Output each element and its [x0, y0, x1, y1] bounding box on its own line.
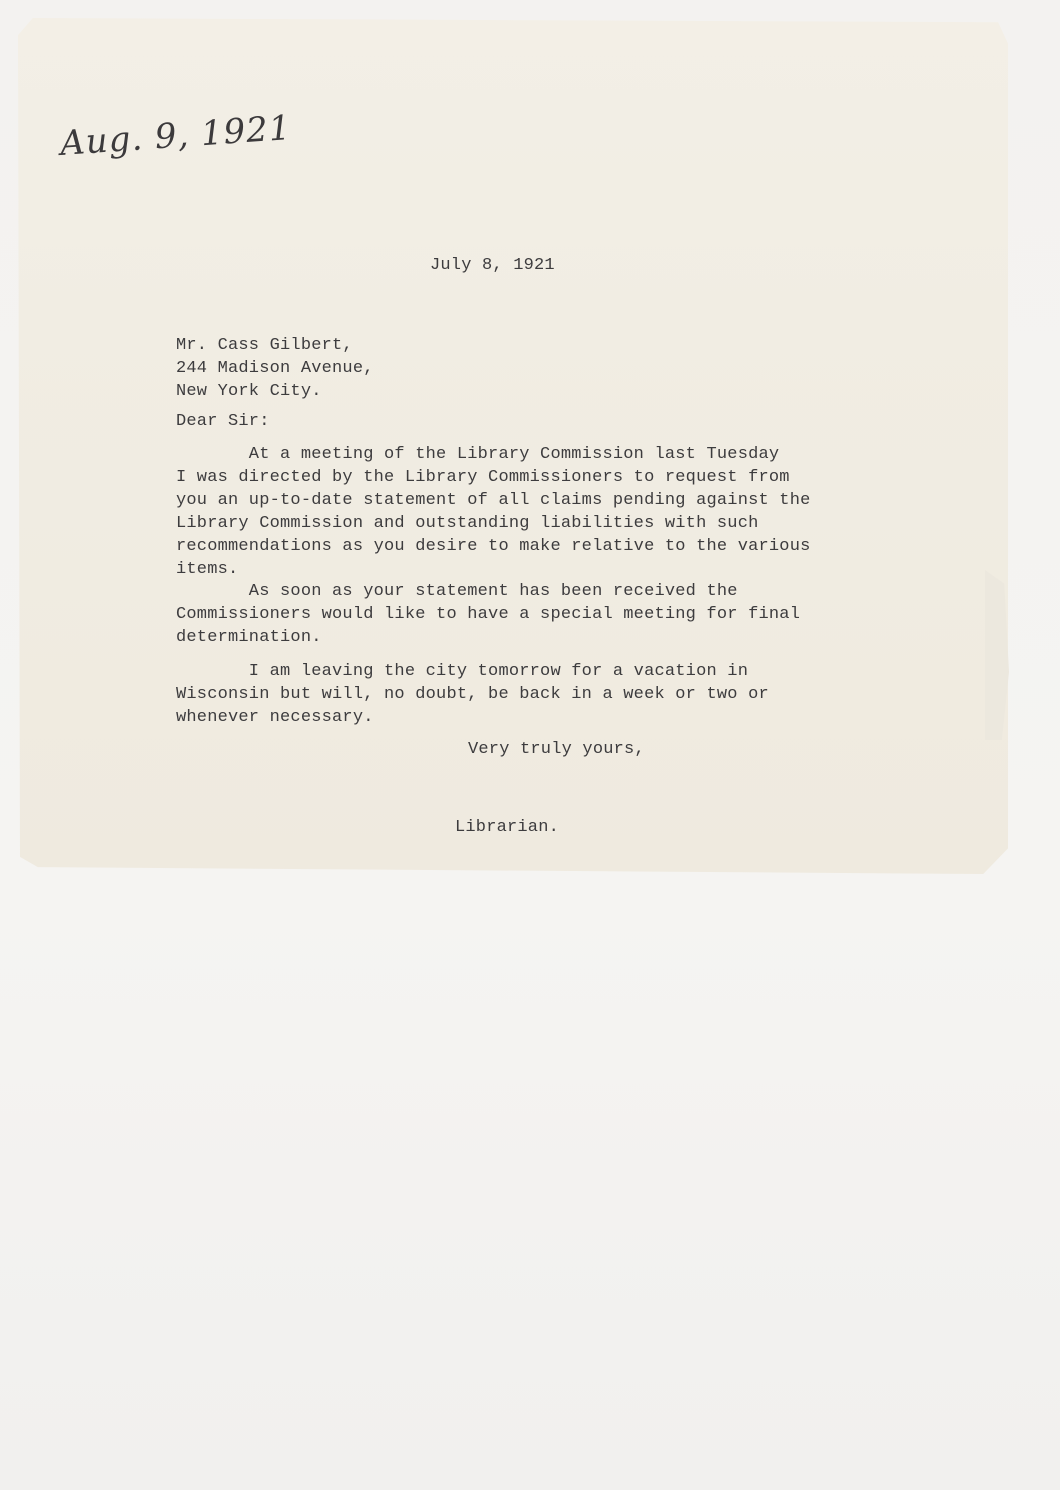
paragraph-line: items. — [176, 560, 239, 579]
paragraph-line: determination. — [176, 628, 322, 647]
paragraph-line: At a meeting of the Library Commission last Tuesday — [176, 445, 780, 464]
paragraph-3 — [176, 660, 769, 729]
paragraph-line: recommendations as you desire to make relative to the various — [176, 537, 811, 556]
paragraph-1 — [176, 443, 811, 581]
letter-date: July 8, 1921 — [430, 256, 555, 275]
paragraph-line: Wisconsin but will, no doubt, be back in a week or two or — [176, 685, 769, 704]
recipient-address — [176, 334, 374, 403]
paragraph-line: whenever necessary. — [176, 708, 374, 727]
salutation: Dear Sir: — [176, 412, 270, 431]
recipient-name: Mr. Cass Gilbert, — [176, 336, 353, 355]
recipient-city: New York City. — [176, 382, 322, 401]
handwritten-date-annotation: Aug. 9, 1921 — [58, 107, 293, 165]
paragraph-line: I was directed by the Library Commissioners to request from — [176, 468, 790, 487]
paragraph-line: Library Commission and outstanding liabilities with such — [176, 514, 759, 533]
signature-title: Librarian. — [455, 818, 560, 837]
paragraph-line: Commissioners would like to have a special meeting for final — [176, 605, 801, 624]
paragraph-line: I am leaving the city tomorrow for a vacation in — [176, 662, 749, 681]
paragraph-line: you an up-to-date statement of all claims pending against the — [176, 491, 811, 510]
recipient-street: 244 Madison Avenue, — [176, 359, 374, 378]
paragraph-2 — [176, 580, 800, 649]
paragraph-line: As soon as your statement has been received the — [176, 582, 738, 601]
closing: Very truly yours, — [468, 740, 645, 759]
